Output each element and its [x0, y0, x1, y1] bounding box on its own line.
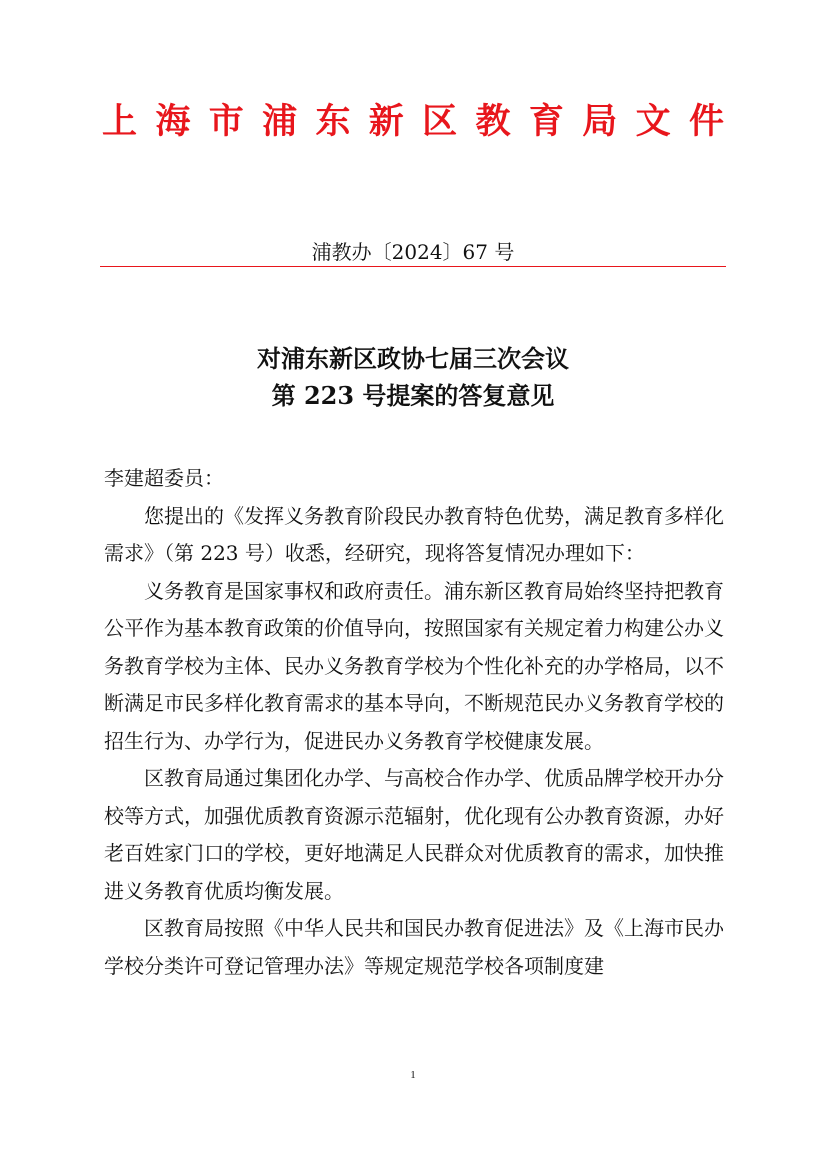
- header-char: 浦: [262, 101, 298, 142]
- salutation: 李建超委员：: [104, 466, 224, 490]
- paragraph: 区教育局按照《中华人民共和国民办教育促进法》及《上海市民办学校分类许可登记管理办法》等规定规范学校各项制度建: [104, 916, 724, 978]
- page-number: 1: [410, 1069, 416, 1081]
- header-char: 海: [155, 101, 191, 142]
- header-char: 上: [102, 101, 138, 142]
- header-char: 新: [368, 101, 404, 142]
- header-char: 东: [315, 101, 351, 142]
- document-header: [102, 96, 724, 148]
- red-divider: [100, 266, 726, 267]
- paragraph: 区教育局通过集团化办学、与高校合作办学、优质品牌学校开办分校等方式，加强优质教育资源示范辐射，优化现有公办教育资源，办好老百姓家门口的学校，更好地满足人民群众对优质教育的需求，加快推进义务教育优质均衡发展。: [104, 766, 724, 903]
- header-char: 区: [422, 101, 458, 142]
- document-title: [0, 340, 826, 414]
- title-line-1: 对浦东新区政协七届三次会议: [257, 344, 569, 373]
- paragraph: 义务教育是国家事权和政府责任。浦东新区教育局始终坚持把教育公平作为基本教育政策的价值导向，按照国家有关规定着力构建公办义务教育学校为主体、民办义务教育学校为个性化补充的办学格局，以不断满足市民多样化教育需求的基本导向，不断规范民办义务教育学校的招生行为、办学行为，促进民办义务教育学校健康发展。: [104, 578, 724, 753]
- document-number: 浦教办〔2024〕67 号: [311, 240, 515, 264]
- header-char: 局: [582, 101, 618, 142]
- header-char: 市: [208, 101, 244, 142]
- title-line-2: 第 223 号提案的答复意见: [271, 381, 555, 410]
- header-char: 件: [688, 101, 724, 142]
- document-body: [104, 460, 724, 985]
- paragraph: 您提出的《发挥义务教育阶段民办教育特色优势，满足教育多样化需求》（第 223 号）收悉，经研究，现将答复情况办理如下：: [104, 503, 724, 565]
- header-char: 育: [528, 101, 564, 142]
- header-char: 教: [475, 101, 511, 142]
- header-char: 文: [635, 101, 671, 142]
